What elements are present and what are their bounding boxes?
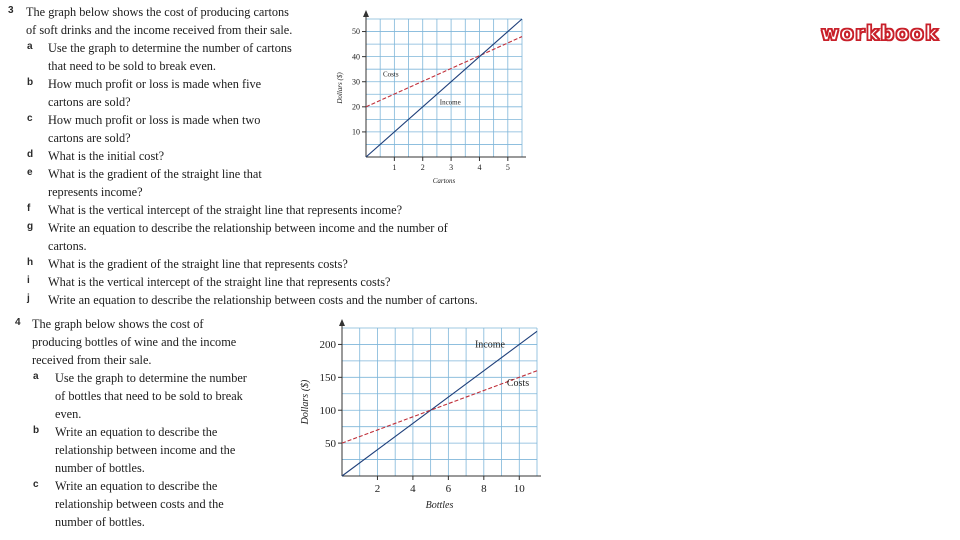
y-axis-label: Dollars ($) [300,379,311,425]
x-tick-label: 4 [410,483,416,495]
series-line-income [342,331,537,476]
part-letter-i: i [27,275,30,286]
x-axis-label: Cartons [432,177,456,185]
part-letter-c: c [27,113,33,124]
y-tick-label: 50 [352,27,360,37]
x-tick-label: 1 [392,163,397,172]
part-b-text: number of bottles. [55,461,145,475]
y-axis-arrow [363,10,369,17]
part-g-text: Write an equation to describe the relationship between income and the number of [48,221,448,235]
x-tick-label: 2 [420,163,425,172]
part-c-text: number of bottles. [55,515,145,529]
question-number: 3 [8,5,14,16]
part-b-text: cartons are sold? [48,95,131,109]
part-letter-h: h [27,257,34,268]
part-h-text: What is the gradient of the straight line that represents costs? [48,257,348,271]
y-tick-label: 100 [319,404,336,417]
part-a-text: of bottles that need to be sold to break [55,389,243,403]
part-g-text: cartons. [48,239,87,253]
series-line-income [366,19,522,157]
y-axis-label: Dollars ($) [336,72,344,104]
part-a-text: that need to be sold to break even. [48,59,217,73]
part-b-text: Write an equation to describe the [55,425,218,439]
y-tick-label: 200 [319,339,336,352]
part-a-text: even. [55,407,82,421]
part-letter-a: a [33,371,39,382]
x-tick-label: 2 [374,483,381,495]
series-annotation: Income [474,339,505,351]
part-c-text: Write an equation to describe the [55,479,218,493]
y-tick-label: 30 [352,77,360,87]
part-c-text: relationship between costs and the [55,497,224,511]
part-a-text: Use the graph to determine the number of cartons [48,41,292,55]
part-i-text: What is the vertical intercept of the straight line that represents costs? [48,275,391,289]
part-e-text: What is the gradient of the straight line that [48,167,262,181]
workbook-logo-text: workbook [820,21,940,45]
x-tick-label: 5 [505,163,510,172]
part-letter-j: j [27,293,30,304]
part-letter-f: f [27,203,31,214]
question-stem-line: The graph below shows the cost of [32,317,204,331]
y-axis-arrow [339,319,345,326]
part-letter-a: a [27,41,33,52]
part-letter-g: g [27,221,34,232]
x-axis-label: Bottles [425,500,454,511]
question-stem-line: of soft drinks and the income received from their sale. [26,23,293,37]
part-letter-e: e [27,167,33,178]
bottles-chart [290,316,550,526]
part-letter-b: b [27,77,34,88]
series-annotation: Costs [506,377,530,389]
y-tick-label: 150 [319,372,336,384]
part-letter-d: d [27,149,34,160]
part-f-text: What is the vertical intercept of the straight line that represents income? [48,203,403,217]
series-annotation: Costs [383,70,399,79]
question-number: 4 [15,317,21,328]
part-b-text: How much profit or loss is made when five [48,77,262,91]
workbook-logo [812,20,948,46]
cartons-chart [330,5,530,195]
x-tick-label: 4 [477,163,482,172]
x-tick-label: 6 [445,483,452,495]
part-c-text: cartons are sold? [48,131,131,145]
y-tick-label: 50 [325,437,336,450]
x-tick-label: 8 [481,483,487,495]
y-tick-label: 40 [352,52,360,62]
question-stem-line: producing bottles of wine and the income [32,335,237,349]
question-stem-line: received from their sale. [32,353,152,367]
part-e-text: represents income? [48,185,143,199]
part-a-text: Use the graph to determine the number [55,371,247,385]
x-tick-label: 10 [513,483,525,495]
y-tick-label: 10 [352,127,360,137]
part-c-text: How much profit or loss is made when two [48,113,261,127]
series-annotation: Income [439,98,461,107]
part-b-text: relationship between income and the [55,443,236,457]
part-letter-b: b [33,425,40,436]
part-d-text: What is the initial cost? [48,149,165,163]
question-stem-line: The graph below shows the cost of producing cartons [26,5,289,19]
y-tick-label: 20 [352,102,360,112]
x-tick-label: 3 [449,163,454,172]
part-letter-c: c [33,479,39,490]
part-j-text: Write an equation to describe the relationship between costs and the number of cartons. [48,293,478,307]
